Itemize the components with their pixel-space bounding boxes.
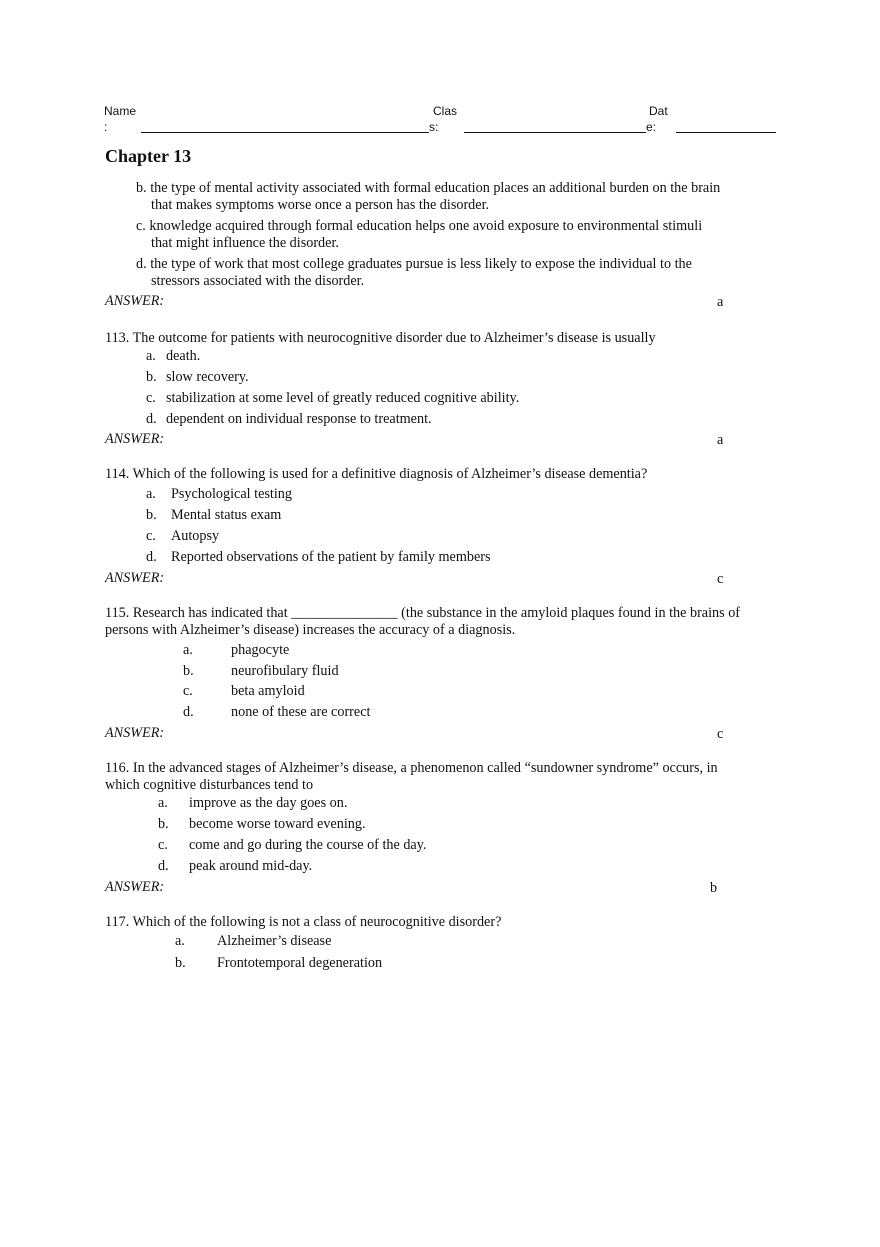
q115-option-b-text: neurofibulary fluid bbox=[231, 663, 339, 679]
q112-option-b-line2: that makes symptoms worse once a person has the disorder. bbox=[151, 197, 490, 213]
q113-option-c-label: c. bbox=[146, 390, 156, 406]
q114-stem: 114. Which of the following is used for a definitive diagnosis of Alzheimer’s disease dementia? bbox=[105, 466, 648, 482]
name-label-colon: : bbox=[104, 120, 108, 134]
q114-option-a-label: a. bbox=[146, 486, 156, 502]
q115-answer-label: ANSWER: bbox=[105, 725, 165, 741]
q113-option-d-text: dependent on individual response to treatment. bbox=[166, 411, 432, 427]
q115-option-c-label: c. bbox=[183, 683, 193, 699]
q115-option-d-text: none of these are correct bbox=[231, 704, 371, 720]
q113-option-b-text: slow recovery. bbox=[166, 369, 249, 385]
q116-option-d-label: d. bbox=[158, 858, 169, 874]
q114-option-b-label: b. bbox=[146, 507, 157, 523]
q115-option-d-label: d. bbox=[183, 704, 194, 720]
chapter-title: Chapter 13 bbox=[105, 146, 192, 166]
q113-stem: 113. The outcome for patients with neurocognitive disorder due to Alzheimer’s disease is usually bbox=[105, 330, 656, 346]
q116-option-c-label: c. bbox=[158, 837, 168, 853]
q116-option-b-text: become worse toward evening. bbox=[189, 816, 366, 832]
q113-answer-label: ANSWER: bbox=[105, 431, 165, 447]
q113-option-a-text: death. bbox=[166, 348, 201, 364]
q112-option-d-line1: d. the type of work that most college graduates pursue is less likely to expose the individual to the bbox=[136, 256, 692, 272]
q114-option-d-text: Reported observations of the patient by family members bbox=[171, 549, 491, 565]
date-field-line[interactable] bbox=[676, 132, 776, 133]
q116-option-b-label: b. bbox=[158, 816, 169, 832]
q113-answer-value: a bbox=[717, 432, 724, 448]
q117-option-b-label: b. bbox=[175, 955, 186, 971]
class-field-line[interactable] bbox=[464, 132, 646, 133]
date-label: Dat bbox=[649, 104, 668, 118]
q113-option-b-label: b. bbox=[146, 369, 157, 385]
q112-option-c-line2: that might influence the disorder. bbox=[151, 235, 339, 251]
q114-answer-label: ANSWER: bbox=[105, 570, 165, 586]
q116-option-a-text: improve as the day goes on. bbox=[189, 795, 348, 811]
q116-stem-line1: 116. In the advanced stages of Alzheimer’s disease, a phenomenon called “sundowner syndrome” occurs, in bbox=[105, 760, 718, 776]
q116-answer-label: ANSWER: bbox=[105, 879, 165, 895]
q116-option-a-label: a. bbox=[158, 795, 168, 811]
q115-option-a-label: a. bbox=[183, 642, 193, 658]
class-label: Clas bbox=[433, 104, 458, 118]
q112-option-c-line1: c. knowledge acquired through formal education helps one avoid exposure to environmental stimuli bbox=[136, 218, 703, 234]
q113-option-d-label: d. bbox=[146, 411, 157, 427]
q116-option-c-text: come and go during the course of the day. bbox=[189, 837, 427, 853]
q115-option-c-text: beta amyloid bbox=[231, 683, 305, 699]
q115-option-b-label: b. bbox=[183, 663, 194, 679]
q115-stem-line1: 115. Research has indicated that _______________ (the substance in the amyloid plaques found in the brains of bbox=[105, 605, 741, 621]
q112-option-b-line1: b. the type of mental activity associated with formal education places an additional burden on the brain bbox=[136, 180, 721, 196]
q117-option-b-text: Frontotemporal degeneration bbox=[217, 955, 383, 971]
q114-answer-value: c bbox=[717, 571, 724, 587]
q113-option-c-text: stabilization at some level of greatly reduced cognitive ability. bbox=[166, 390, 520, 406]
q114-option-b-text: Mental status exam bbox=[171, 507, 282, 523]
q114-option-a-text: Psychological testing bbox=[171, 486, 292, 502]
date-label-suffix: e: bbox=[646, 120, 657, 134]
q112-answer-value: a bbox=[717, 294, 724, 310]
q114-option-c-text: Autopsy bbox=[171, 528, 220, 544]
name-field-line[interactable] bbox=[141, 132, 429, 133]
q116-answer-value: b bbox=[710, 880, 718, 896]
q112-answer-label: ANSWER: bbox=[105, 293, 165, 309]
q116-stem-line2: which cognitive disturbances tend to bbox=[105, 777, 314, 793]
q117-option-a-label: a. bbox=[175, 933, 185, 949]
q116-option-d-text: peak around mid-day. bbox=[189, 858, 313, 874]
q115-answer-value: c bbox=[717, 726, 724, 742]
q114-option-d-label: d. bbox=[146, 549, 157, 565]
q115-option-a-text: phagocyte bbox=[231, 642, 290, 658]
name-label: Name bbox=[104, 104, 137, 118]
q117-stem: 117. Which of the following is not a class of neurocognitive disorder? bbox=[105, 914, 502, 930]
q113-option-a-label: a. bbox=[146, 348, 156, 364]
q112-option-d-line2: stressors associated with the disorder. bbox=[151, 273, 365, 289]
q117-option-a-text: Alzheimer’s disease bbox=[217, 933, 332, 949]
q114-option-c-label: c. bbox=[146, 528, 156, 544]
class-label-suffix: s: bbox=[429, 120, 439, 134]
q115-stem-line2: persons with Alzheimer’s disease) increases the accuracy of a diagnosis. bbox=[105, 622, 516, 638]
